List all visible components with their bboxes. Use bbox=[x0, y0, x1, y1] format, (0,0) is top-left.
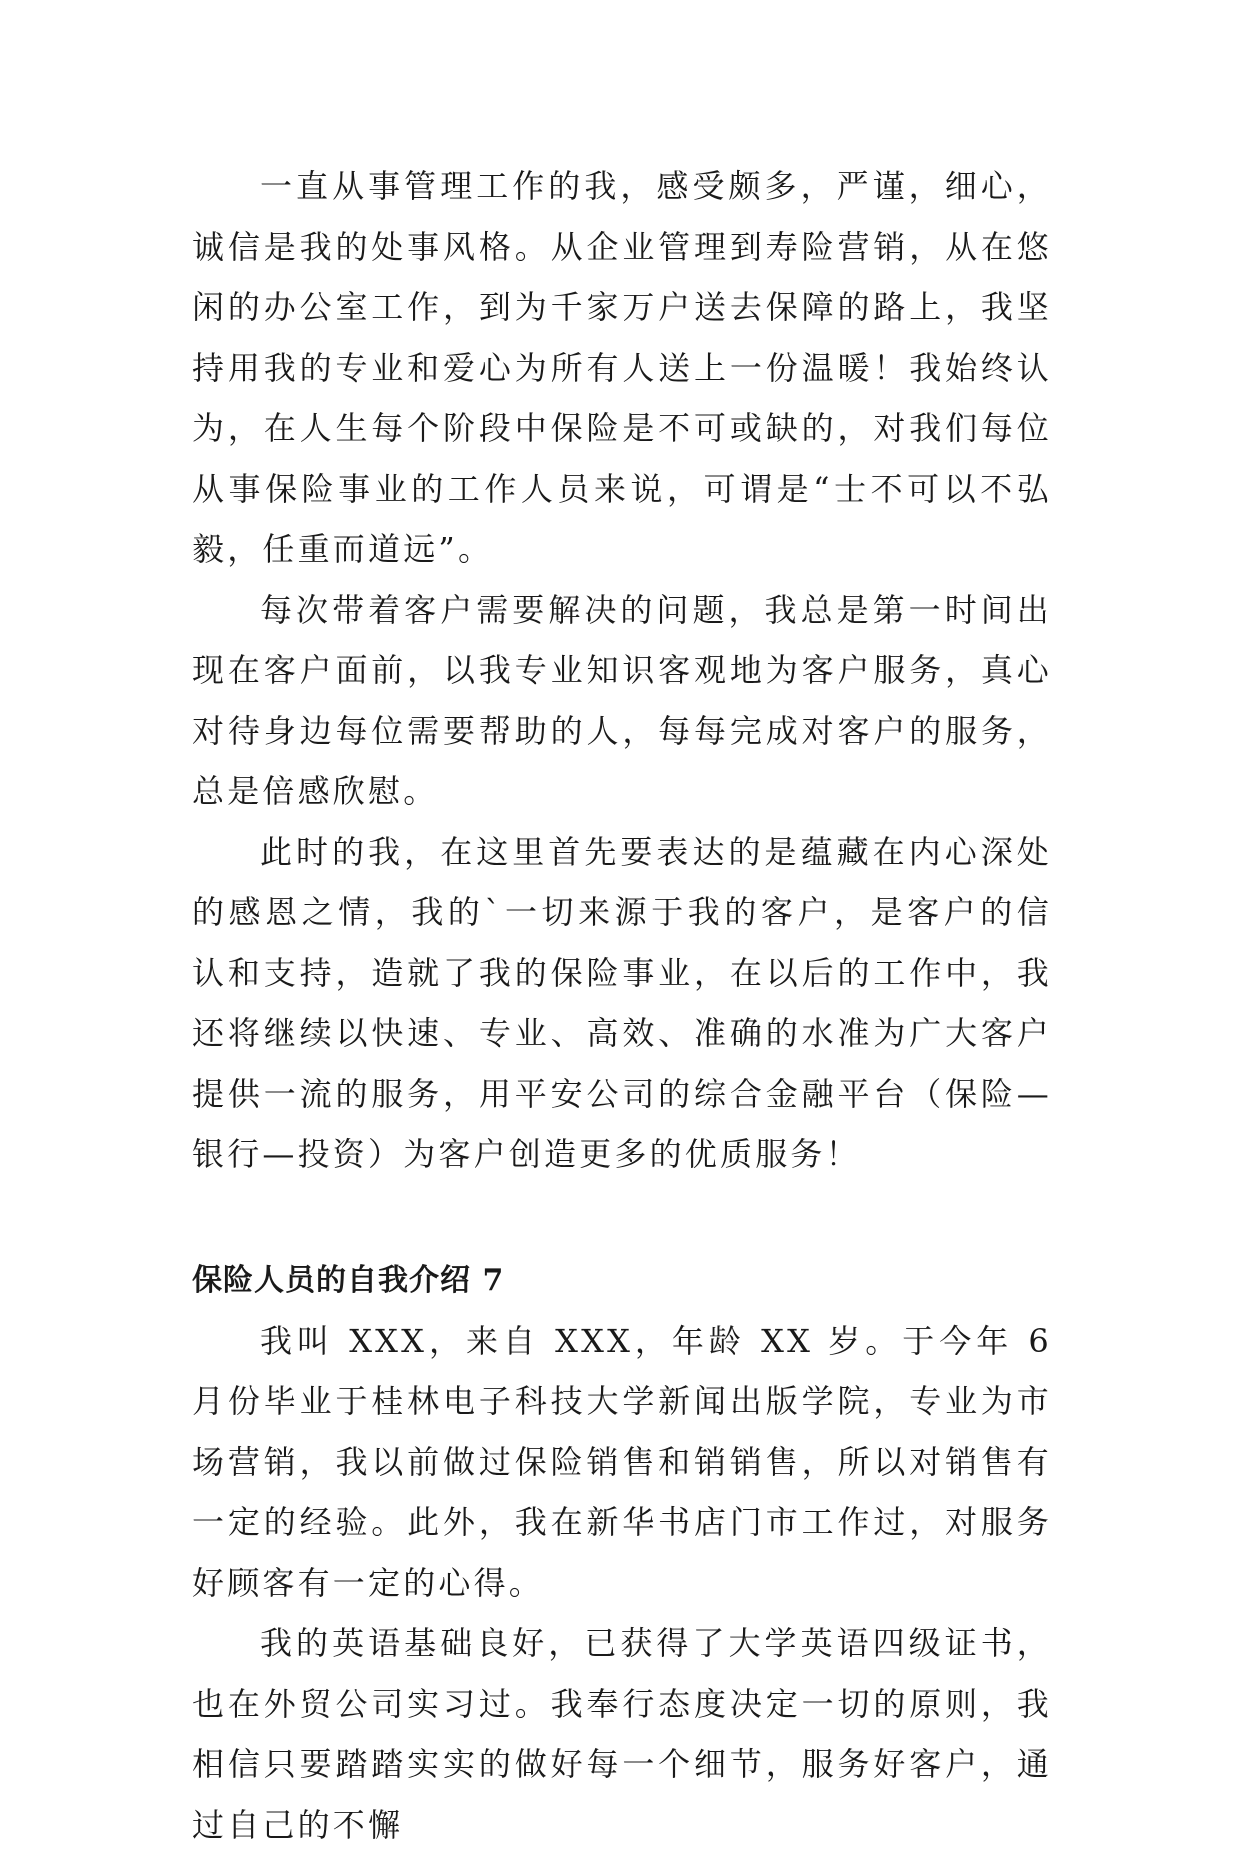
section-self-introduction-7 bbox=[192, 1251, 1052, 1855]
paragraph-gratitude: 此时的我，在这里首先要表达的是蕴藏在内心深处的感恩之情，我的`一切来源于我的客户，是客户的信认和支持，造就了我的保险事业，在以后的工作中，我还将继续以快速、专业、高效、准确的水准为广大客户提供一流的服务，用平安公司的综合金融平台（保险—银行—投资）为客户创造更多的优质服务！ bbox=[192, 822, 1052, 1185]
section-intro bbox=[192, 156, 1052, 1185]
paragraph-management-experience: 一直从事管理工作的我，感受颇多，严谨，细心，诚信是我的处事风格。从企业管理到寿险营销，从在悠闲的办公室工作，到为千家万户送去保障的路上，我坚持用我的专业和爱心为所有人送上一份温暖！我始终认为，在人生每个阶段中保险是不可或缺的，对我们每位从事保险事业的工作人员来说，可谓是“士不可以不弘毅，任重而道远”。 bbox=[192, 156, 1052, 580]
paragraph-personal-background: 我叫 XXX，来自 XXX，年龄 XX 岁。于今年 6 月份毕业于桂林电子科技大学新闻出版学院，专业为市场营销，我以前做过保险销售和销销售，所以对销售有一定的经验。此外，我在新华书店门市工作过，对服务好顾客有一定的心得。 bbox=[192, 1311, 1052, 1614]
document-page bbox=[192, 156, 1052, 1855]
paragraph-customer-service: 每次带着客户需要解决的问题，我总是第一时间出现在客户面前，以我专业知识客观地为客户服务，真心对待身边每位需要帮助的人，每每完成对客户的服务，总是倍感欣慰。 bbox=[192, 580, 1052, 822]
paragraph-english-skills: 我的英语基础良好，已获得了大学英语四级证书，也在外贸公司实习过。我奉行态度决定一切的原则，我相信只要踏踏实实的做好每一个细节，服务好客户，通过自己的不懈 bbox=[192, 1613, 1052, 1855]
section-heading: 保险人员的自我介绍 7 bbox=[192, 1251, 1052, 1311]
